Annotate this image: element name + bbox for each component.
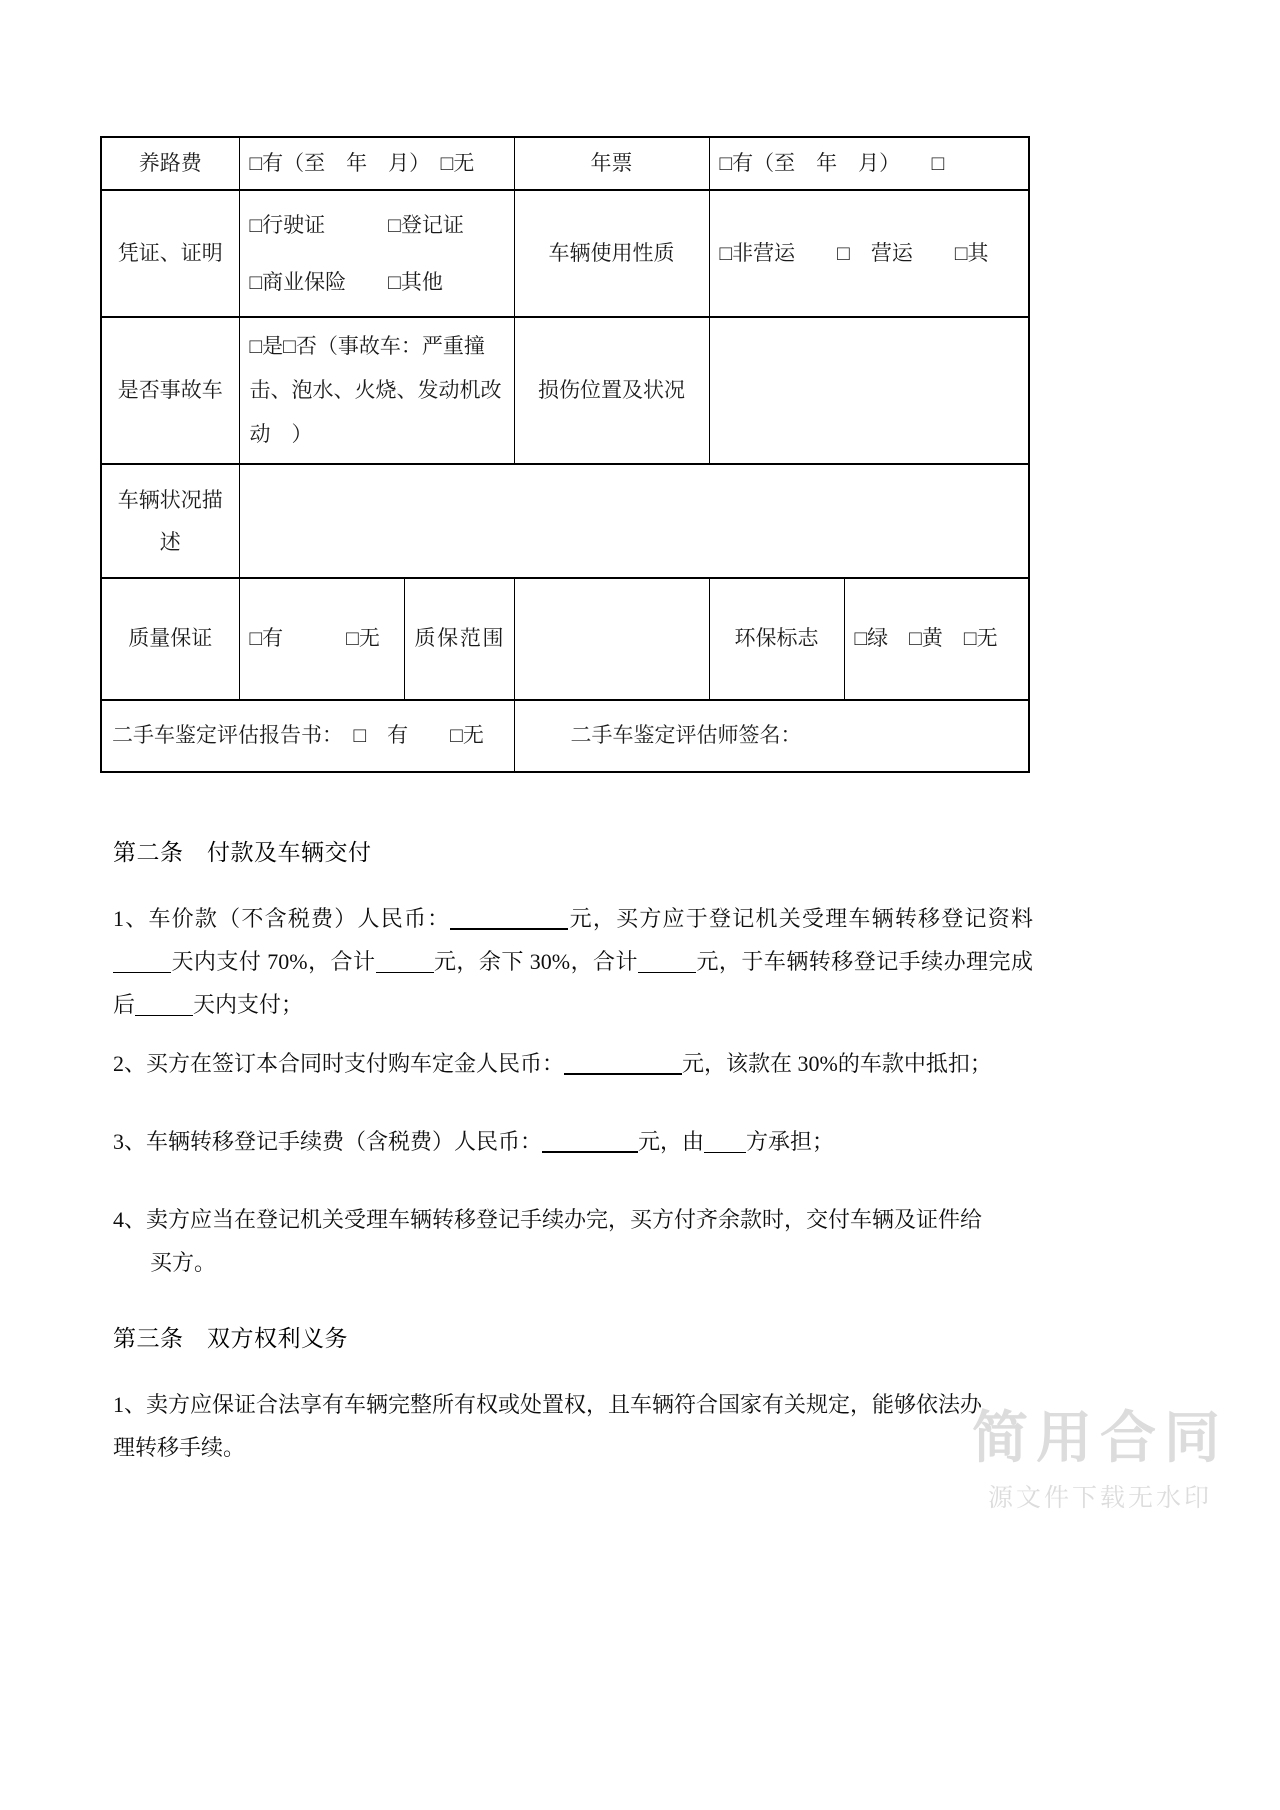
road-fee-checkbox-wrap[interactable]: 无	[453, 151, 475, 175]
cell-label-annual-ticket: 年票	[514, 137, 709, 190]
item-1-total30-blank[interactable]	[638, 972, 696, 973]
paragraph-item-3	[113, 1121, 1043, 1164]
item-3-text-a: 3、车辆转移登记手续费（含税费）人民币：	[113, 1129, 543, 1154]
paragraph-item-1	[113, 898, 1033, 1027]
cell-label-warranty-scope: 质保范围	[404, 578, 514, 700]
item-1-final-days-blank[interactable]	[135, 1015, 193, 1016]
cell-value-vehicle-usage[interactable]: □非营运 □ 营运 □其	[709, 190, 1029, 317]
table-row-accident-vehicle	[101, 317, 1029, 463]
cell-appraisal-report[interactable]: 二手车鉴定评估报告书： □ 有 □无	[101, 700, 514, 772]
paragraph-sec3-item-1-cont: 理转移手续。	[113, 1435, 246, 1460]
item-1-text-b: 元，买方应于登记机关受理车辆转移登记资	[568, 906, 1011, 931]
item-1-text-e: 元，余下 30%，合计	[433, 948, 638, 974]
item-3-text-c: 方承担；	[746, 1129, 835, 1154]
paragraph-sec3-item-1: 1、卖方应保证合法享有车辆完整所有权或处置权，且车辆符合国家有关规定，能够依法办	[113, 1392, 983, 1417]
item-1-days-blank[interactable]	[113, 972, 171, 973]
cell-value-damage-location[interactable]	[709, 317, 1029, 463]
cell-value-condition-desc[interactable]	[239, 464, 1029, 578]
item-4-text-a: 4、卖方应当在登记机关受理车辆转移登记手续办完，买方付齐余款时，交付车辆及证件给	[113, 1207, 983, 1232]
cell-label-road-fee: 养路费	[101, 137, 239, 190]
cell-label-vehicle-usage: 车辆使用性质	[514, 190, 709, 317]
cell-value-eco-label	[844, 578, 1029, 700]
table-row-road-maintenance-fee	[101, 137, 1029, 190]
cell-value-accident-vehicle[interactable]: □是□否（事故车：严重撞击、泡水、火烧、发动机改动 ）	[239, 317, 514, 463]
item-1-total70-blank[interactable]	[376, 972, 434, 973]
cell-value-warranty-scope[interactable]	[514, 578, 709, 700]
cell-label-quality-guarantee: 质量保证	[101, 578, 239, 700]
item-1-text-g: 完成后	[113, 948, 1033, 1017]
cell-value-certificates	[239, 190, 514, 317]
road-fee-checkbox-text[interactable]: □有（至 年 月） □	[249, 151, 454, 175]
cell-label-eco-label: 环保标志	[709, 578, 844, 700]
cell-value-quality-guarantee[interactable]: □有 □无	[239, 578, 404, 700]
paragraph-item-4-cont: 买方。	[150, 1250, 217, 1275]
cell-label-certificates: 凭证、证明	[101, 190, 239, 317]
item-3-party-blank[interactable]	[704, 1152, 746, 1153]
cell-value-annual-ticket[interactable]: □有（至 年 月） □	[709, 137, 1029, 190]
eco-label-checkbox-wrap[interactable]: 无	[976, 626, 998, 651]
table-row-quality-guarantee	[101, 578, 1029, 700]
watermark-main-text: 简用合同	[972, 1405, 1228, 1469]
paragraph-item-2	[113, 1043, 1043, 1086]
watermark-sub-text: 源文件下载无水印	[987, 1484, 1212, 1512]
item-1-text-d: 天内支付 70%，合计	[171, 948, 376, 974]
item-3-fee-blank[interactable]	[542, 1151, 638, 1153]
section-heading-article-2: 第二条 付款及车辆交付	[113, 840, 372, 865]
item-1-price-blank[interactable]	[450, 928, 568, 930]
item-1-text-f: 元，于车辆转移登记手续办理	[696, 948, 989, 974]
item-1-text-h: 天内支付；	[193, 991, 304, 1017]
cell-appraiser-signature[interactable]: 二手车鉴定评估师签名：	[514, 700, 1029, 772]
eco-label-checkbox-text[interactable]: □绿 □黄 □	[854, 626, 977, 651]
table-row-appraisal-report	[101, 700, 1029, 772]
cell-label-damage-location: 损伤位置及状况	[514, 317, 709, 463]
cell-label-condition-desc: 车辆状况描述	[101, 464, 239, 578]
table-row-vehicle-condition-description	[101, 464, 1029, 578]
item-3-text-b: 元，由	[638, 1129, 705, 1154]
cell-value-road-fee	[239, 137, 514, 190]
item-1-text-a: 1、车价款（不含税费）人民币：	[113, 906, 451, 931]
vehicle-condition-table	[100, 136, 1030, 773]
section-heading-article-3: 第三条 双方权利义务	[113, 1326, 348, 1351]
cell-label-accident-vehicle: 是否事故车	[101, 317, 239, 463]
item-2-deposit-blank[interactable]	[564, 1073, 682, 1075]
paragraph-item-4	[113, 1199, 1043, 1242]
item-2-text-a: 2、买方在签订本合同时支付购车定金人民币：	[113, 1051, 565, 1076]
item-1-text-c: 料	[1010, 906, 1033, 931]
certificates-line-2[interactable]: □商业保险 □其他	[249, 269, 443, 294]
item-2-text-b: 元，该款在 30%的车款中抵扣；	[682, 1051, 992, 1076]
certificates-line-1[interactable]: □行驶证 □登记证	[249, 212, 464, 237]
table-row-certificates	[101, 190, 1029, 317]
